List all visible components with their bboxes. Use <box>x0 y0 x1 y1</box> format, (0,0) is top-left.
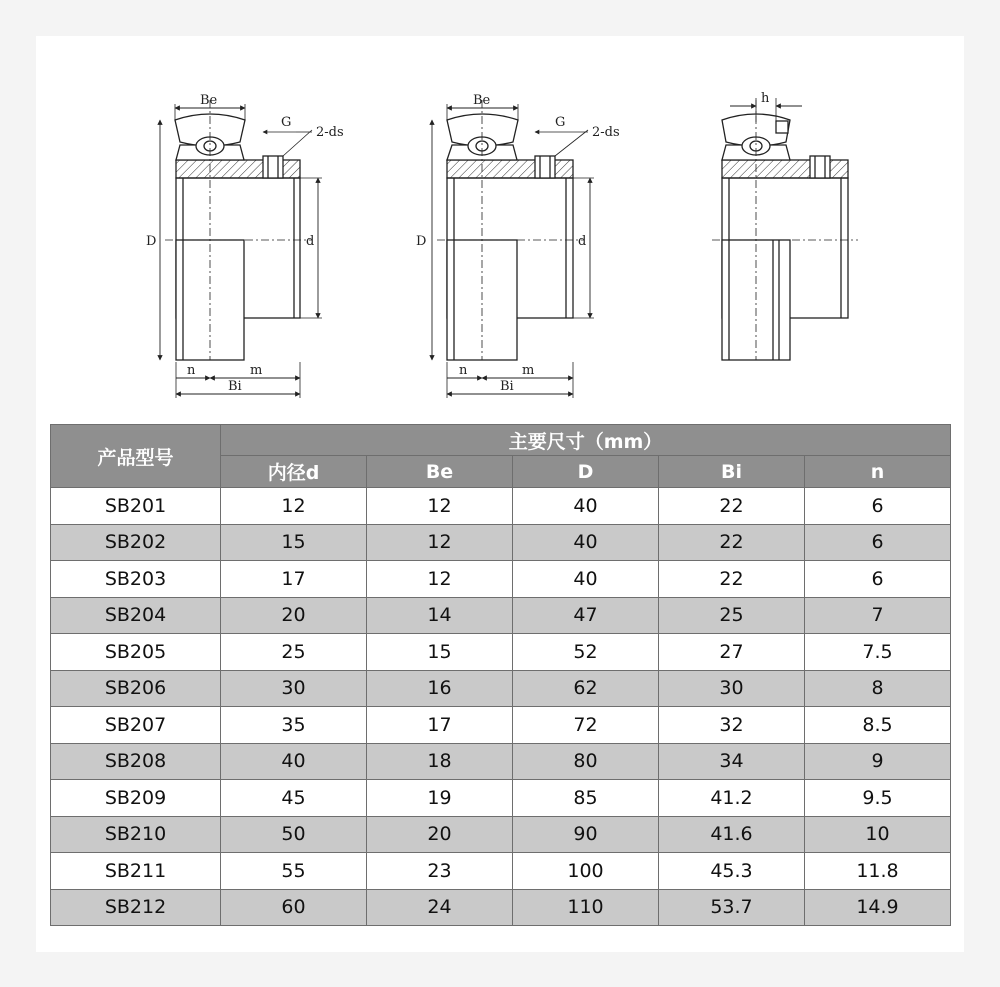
dimensions-group-header: 主要尺寸（mm） <box>221 425 951 456</box>
table-row <box>51 743 951 780</box>
value-cell: 6 <box>805 524 951 561</box>
model-cell: SB203 <box>51 561 221 598</box>
table-row <box>51 780 951 817</box>
model-cell: SB209 <box>51 780 221 817</box>
value-cell: 30 <box>221 670 367 707</box>
value-cell: 22 <box>659 561 805 598</box>
table-row <box>51 561 951 598</box>
model-cell: SB201 <box>51 488 221 525</box>
label-ds: 2-ds <box>316 125 344 140</box>
value-cell: 53.7 <box>659 889 805 926</box>
label-be: Be <box>200 93 218 108</box>
table-row <box>51 597 951 634</box>
value-cell: 45.3 <box>659 853 805 890</box>
label-g: G <box>555 115 566 130</box>
value-cell: 12 <box>367 561 513 598</box>
value-cell: 18 <box>367 743 513 780</box>
model-header: 产品型号 <box>51 425 221 488</box>
view-3-labels <box>761 91 770 106</box>
model-cell: SB207 <box>51 707 221 744</box>
value-cell: 20 <box>367 816 513 853</box>
value-cell: 23 <box>367 853 513 890</box>
value-cell: 32 <box>659 707 805 744</box>
value-cell: 62 <box>513 670 659 707</box>
value-cell: 47 <box>513 597 659 634</box>
label-d-outer: D <box>416 234 427 249</box>
value-cell: 12 <box>367 488 513 525</box>
value-cell: 60 <box>221 889 367 926</box>
label-d-inner: d <box>306 234 315 249</box>
value-cell: 25 <box>221 634 367 671</box>
model-cell: SB210 <box>51 816 221 853</box>
value-cell: 8.5 <box>805 707 951 744</box>
value-cell: 41.6 <box>659 816 805 853</box>
value-cell: 11.8 <box>805 853 951 890</box>
value-cell: 40 <box>513 524 659 561</box>
value-cell: 22 <box>659 488 805 525</box>
value-cell: 17 <box>367 707 513 744</box>
table-row <box>51 634 951 671</box>
value-cell: 90 <box>513 816 659 853</box>
value-cell: 15 <box>367 634 513 671</box>
value-cell: 50 <box>221 816 367 853</box>
column-header: Bi <box>659 456 805 488</box>
value-cell: 24 <box>367 889 513 926</box>
label-n: n <box>187 363 196 378</box>
label-g: G <box>281 115 292 130</box>
value-cell: 7.5 <box>805 634 951 671</box>
model-cell: SB205 <box>51 634 221 671</box>
column-header: 内径d <box>221 456 367 488</box>
value-cell: 14 <box>367 597 513 634</box>
value-cell: 72 <box>513 707 659 744</box>
value-cell: 7 <box>805 597 951 634</box>
value-cell: 15 <box>221 524 367 561</box>
label-d-inner: d <box>578 234 587 249</box>
bearing-technical-drawing <box>0 0 1000 420</box>
table-row <box>51 670 951 707</box>
value-cell: 110 <box>513 889 659 926</box>
table-row <box>51 707 951 744</box>
value-cell: 55 <box>221 853 367 890</box>
value-cell: 22 <box>659 524 805 561</box>
table-row <box>51 889 951 926</box>
table-body <box>51 488 951 926</box>
value-cell: 40 <box>513 561 659 598</box>
table-header <box>51 425 951 488</box>
value-cell: 6 <box>805 488 951 525</box>
value-cell: 19 <box>367 780 513 817</box>
label-d-outer: D <box>146 234 157 249</box>
table-row <box>51 524 951 561</box>
value-cell: 41.2 <box>659 780 805 817</box>
value-cell: 34 <box>659 743 805 780</box>
value-cell: 16 <box>367 670 513 707</box>
label-m: m <box>522 363 535 378</box>
value-cell: 27 <box>659 634 805 671</box>
value-cell: 9.5 <box>805 780 951 817</box>
value-cell: 30 <box>659 670 805 707</box>
value-cell: 10 <box>805 816 951 853</box>
column-header: n <box>805 456 951 488</box>
label-be: Be <box>473 93 491 108</box>
value-cell: 52 <box>513 634 659 671</box>
table-row <box>51 488 951 525</box>
value-cell: 14.9 <box>805 889 951 926</box>
label-h: h <box>761 91 770 106</box>
value-cell: 100 <box>513 853 659 890</box>
value-cell: 8 <box>805 670 951 707</box>
model-cell: SB202 <box>51 524 221 561</box>
table-row <box>51 816 951 853</box>
value-cell: 17 <box>221 561 367 598</box>
model-cell: SB208 <box>51 743 221 780</box>
model-cell: SB206 <box>51 670 221 707</box>
label-n: n <box>459 363 468 378</box>
value-cell: 85 <box>513 780 659 817</box>
label-m: m <box>250 363 263 378</box>
bearing-view-2 <box>432 100 594 398</box>
value-cell: 40 <box>513 488 659 525</box>
column-header: D <box>513 456 659 488</box>
value-cell: 12 <box>221 488 367 525</box>
value-cell: 25 <box>659 597 805 634</box>
label-bi: Bi <box>228 379 242 394</box>
label-ds: 2-ds <box>592 125 620 140</box>
value-cell: 40 <box>221 743 367 780</box>
bearing-view-1 <box>160 100 322 398</box>
value-cell: 45 <box>221 780 367 817</box>
value-cell: 6 <box>805 561 951 598</box>
column-header: Be <box>367 456 513 488</box>
value-cell: 20 <box>221 597 367 634</box>
dimension-table <box>50 424 951 926</box>
model-cell: SB212 <box>51 889 221 926</box>
bearing-view-3 <box>712 98 858 360</box>
value-cell: 35 <box>221 707 367 744</box>
model-cell: SB204 <box>51 597 221 634</box>
model-cell: SB211 <box>51 853 221 890</box>
value-cell: 80 <box>513 743 659 780</box>
label-bi: Bi <box>500 379 514 394</box>
table-row <box>51 853 951 890</box>
value-cell: 9 <box>805 743 951 780</box>
value-cell: 12 <box>367 524 513 561</box>
